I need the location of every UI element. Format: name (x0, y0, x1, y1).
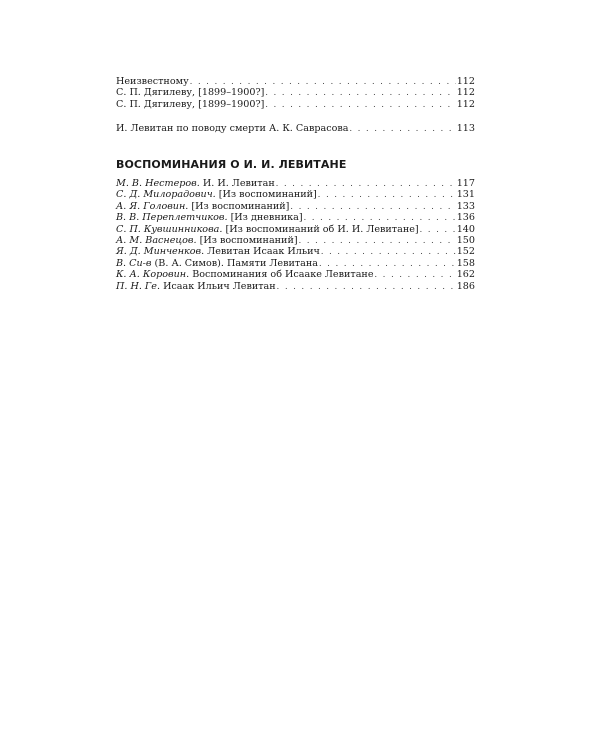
toc-page-number: 117 (456, 178, 475, 189)
dot-leader (375, 269, 456, 280)
toc-entry (116, 99, 475, 110)
toc-entry (116, 189, 475, 200)
toc-entry-title: И. Левитан по поводу смерти А. К. Саврасова (116, 123, 349, 134)
work-title: [Из дневника] (227, 212, 303, 224)
author-name: А. Я. Головин. (116, 200, 189, 212)
toc-page-number: 131 (456, 189, 475, 201)
dot-leader (290, 201, 455, 212)
author-name: К. А. Коровин. (116, 269, 190, 281)
toc-entry (116, 123, 475, 134)
dot-leader (190, 76, 456, 87)
dot-leader (420, 224, 456, 235)
toc-entry-title (116, 178, 275, 189)
dot-leader (304, 212, 456, 223)
work-title: И. И. Левитан (199, 178, 275, 189)
author-name: Я. Д. Минченков. (116, 246, 205, 258)
toc-page-number: 162 (456, 269, 475, 281)
toc-entry (116, 224, 475, 235)
dot-leader (265, 99, 455, 110)
toc-entry-title: С. П. Дягилеву, [1899–1900?] (116, 87, 265, 99)
author-name: М. В. Нестеров. (116, 178, 200, 189)
toc-entry-title (116, 235, 298, 246)
toc-entry-title (116, 258, 318, 269)
author-name: П. Н. Ге. (116, 280, 161, 292)
toc-entry (116, 212, 475, 223)
author-name: В. В. Переплетчиков. (116, 212, 228, 224)
toc-entry (116, 235, 475, 246)
toc-page-number: 113 (456, 123, 475, 134)
toc-entry (116, 76, 475, 87)
toc-page-number: 133 (456, 200, 475, 212)
toc-entry (116, 269, 475, 280)
work-title: Исаак Ильич Левитан (160, 280, 276, 292)
dot-leader (299, 235, 456, 246)
dot-leader (265, 87, 455, 98)
toc-entry (116, 281, 475, 292)
speech-entry-block (116, 123, 475, 134)
work-title: Левитан Исаак Ильич (204, 246, 320, 258)
toc-entry-title (116, 246, 320, 257)
toc-page-number: 112 (456, 76, 475, 87)
toc-entry (116, 246, 475, 257)
dot-leader (277, 281, 456, 292)
toc-page-number: 136 (456, 212, 475, 224)
toc-page-number: 112 (456, 87, 475, 99)
toc-entry-title (116, 212, 303, 223)
dot-leader (318, 189, 456, 200)
work-title: Памяти Левитана (223, 257, 319, 269)
author-name: С. П. Кувшинникова. (116, 223, 223, 235)
toc-entry-title (116, 269, 374, 280)
toc-entry (116, 258, 475, 269)
section-heading: ВОСПОМИНАНИЯ О И. И. ЛЕВИТАНЕ (116, 158, 347, 171)
work-title: [Из воспоминаний] (215, 189, 317, 201)
toc-page-number: 150 (456, 235, 475, 247)
author-name: А. М. Васнецов. (116, 235, 197, 247)
memoirs-list (116, 178, 475, 292)
toc-entry (116, 87, 475, 98)
author-name: В. Си-в (116, 257, 152, 269)
work-title: [Из воспоминаний об И. И. Левитане] (222, 223, 419, 235)
dot-leader (276, 178, 456, 189)
toc-entry-title (116, 189, 317, 200)
author-real-name: (В. А. Симов). (151, 257, 224, 269)
dot-leader (319, 258, 456, 269)
work-title: [Из воспоминаний] (196, 235, 298, 247)
work-title: Воспоминания об Исааке Левитане (189, 269, 374, 281)
toc-entry (116, 201, 475, 212)
toc-entry-title: С. П. Дягилеву, [1899–1900?] (116, 98, 265, 110)
letters-list (116, 76, 475, 110)
toc-page-number: 112 (456, 98, 475, 110)
toc-entry-title (116, 201, 289, 212)
dot-leader (349, 123, 455, 134)
toc-entry-title: Неизвестному (116, 76, 189, 87)
toc-entry (116, 178, 475, 189)
author-name: С. Д. Милорадович. (116, 189, 216, 201)
toc-entry-title (116, 224, 419, 235)
toc-page-number: 158 (456, 257, 475, 269)
toc-entry-title (116, 281, 276, 292)
toc-page-number: 152 (456, 246, 475, 258)
dot-leader (321, 246, 456, 257)
toc-page-number: 140 (456, 223, 475, 235)
toc-page-number: 186 (456, 280, 475, 292)
work-title: [Из воспоминаний] (188, 200, 290, 212)
